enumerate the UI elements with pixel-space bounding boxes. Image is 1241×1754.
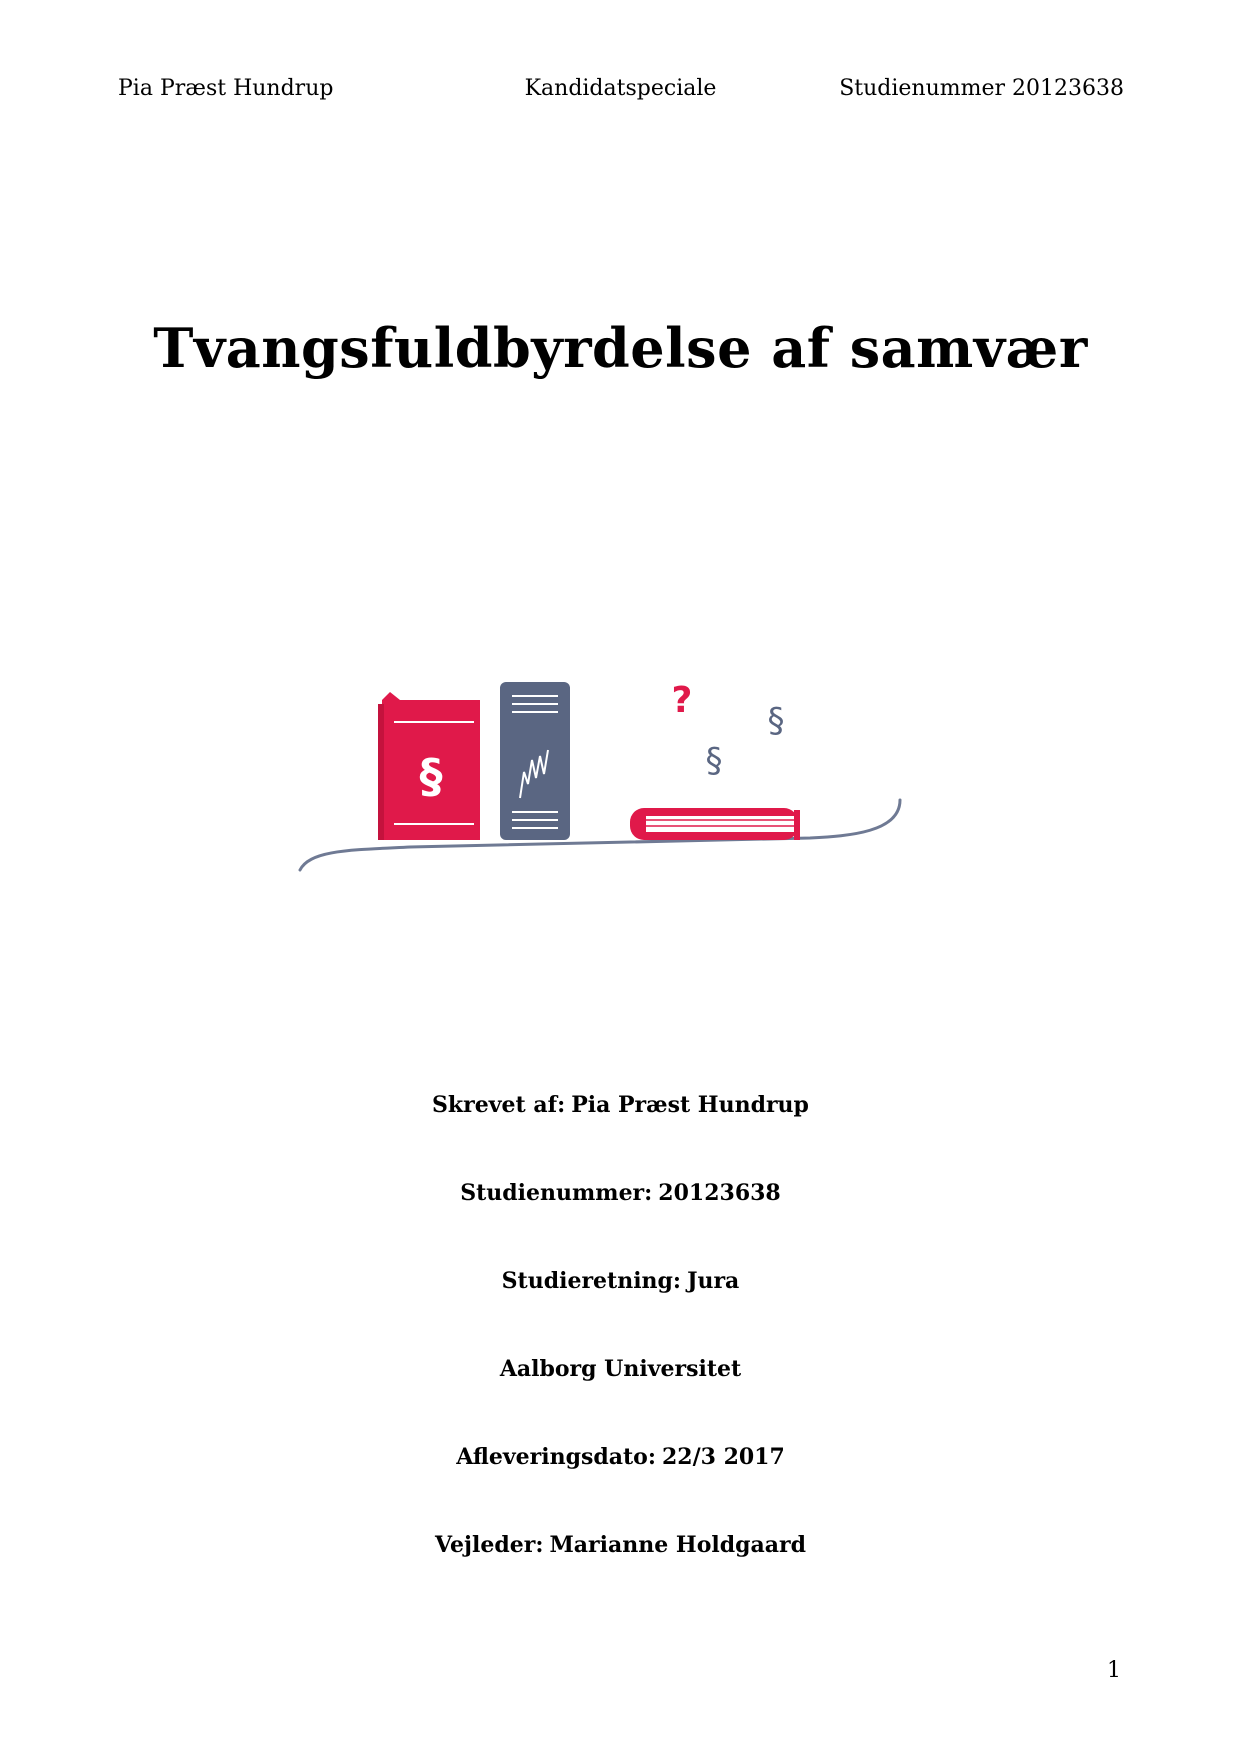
info-value: 20123638 bbox=[658, 1180, 781, 1206]
info-value: Marianne Holdgaard bbox=[549, 1532, 806, 1558]
section-sign-icon: § bbox=[419, 749, 443, 803]
info-label: Studienummer: bbox=[460, 1180, 653, 1206]
info-study-program bbox=[0, 1261, 1241, 1349]
info-value: Aalborg Universitet bbox=[499, 1356, 742, 1382]
info-label: Vejleder: bbox=[435, 1532, 544, 1558]
document-title: Tvangsfuldbyrdelse af samvær bbox=[153, 316, 1088, 380]
info-student-number bbox=[0, 1173, 1241, 1261]
info-label: Afleveringsdato: bbox=[456, 1444, 656, 1470]
section-sign-icon: § bbox=[767, 701, 785, 741]
law-books-shelf-icon bbox=[290, 660, 930, 880]
slate-book-icon bbox=[500, 682, 570, 840]
page-header bbox=[0, 76, 1241, 106]
red-book-icon bbox=[378, 692, 480, 840]
info-author bbox=[0, 1085, 1241, 1173]
info-submission-date bbox=[0, 1437, 1241, 1525]
header-document-type: Kandidatspeciale bbox=[524, 76, 717, 101]
info-label: Studieretning: bbox=[501, 1268, 682, 1294]
info-label: Skrevet af: bbox=[432, 1092, 566, 1118]
question-mark-icon: ? bbox=[671, 680, 693, 721]
info-university bbox=[0, 1349, 1241, 1437]
cover-info-block bbox=[0, 1085, 1241, 1613]
page-number: 1 bbox=[1107, 1658, 1121, 1683]
lying-book-icon bbox=[630, 808, 800, 840]
info-supervisor bbox=[0, 1525, 1241, 1613]
info-value: 22/3 2017 bbox=[661, 1444, 785, 1470]
info-value: Jura bbox=[687, 1268, 740, 1294]
section-sign-icon: § bbox=[705, 741, 723, 781]
info-value: Pia Præst Hundrup bbox=[571, 1092, 809, 1118]
header-author: Pia Præst Hundrup bbox=[118, 76, 334, 101]
header-student-number: Studienummer 20123638 bbox=[839, 76, 1124, 101]
